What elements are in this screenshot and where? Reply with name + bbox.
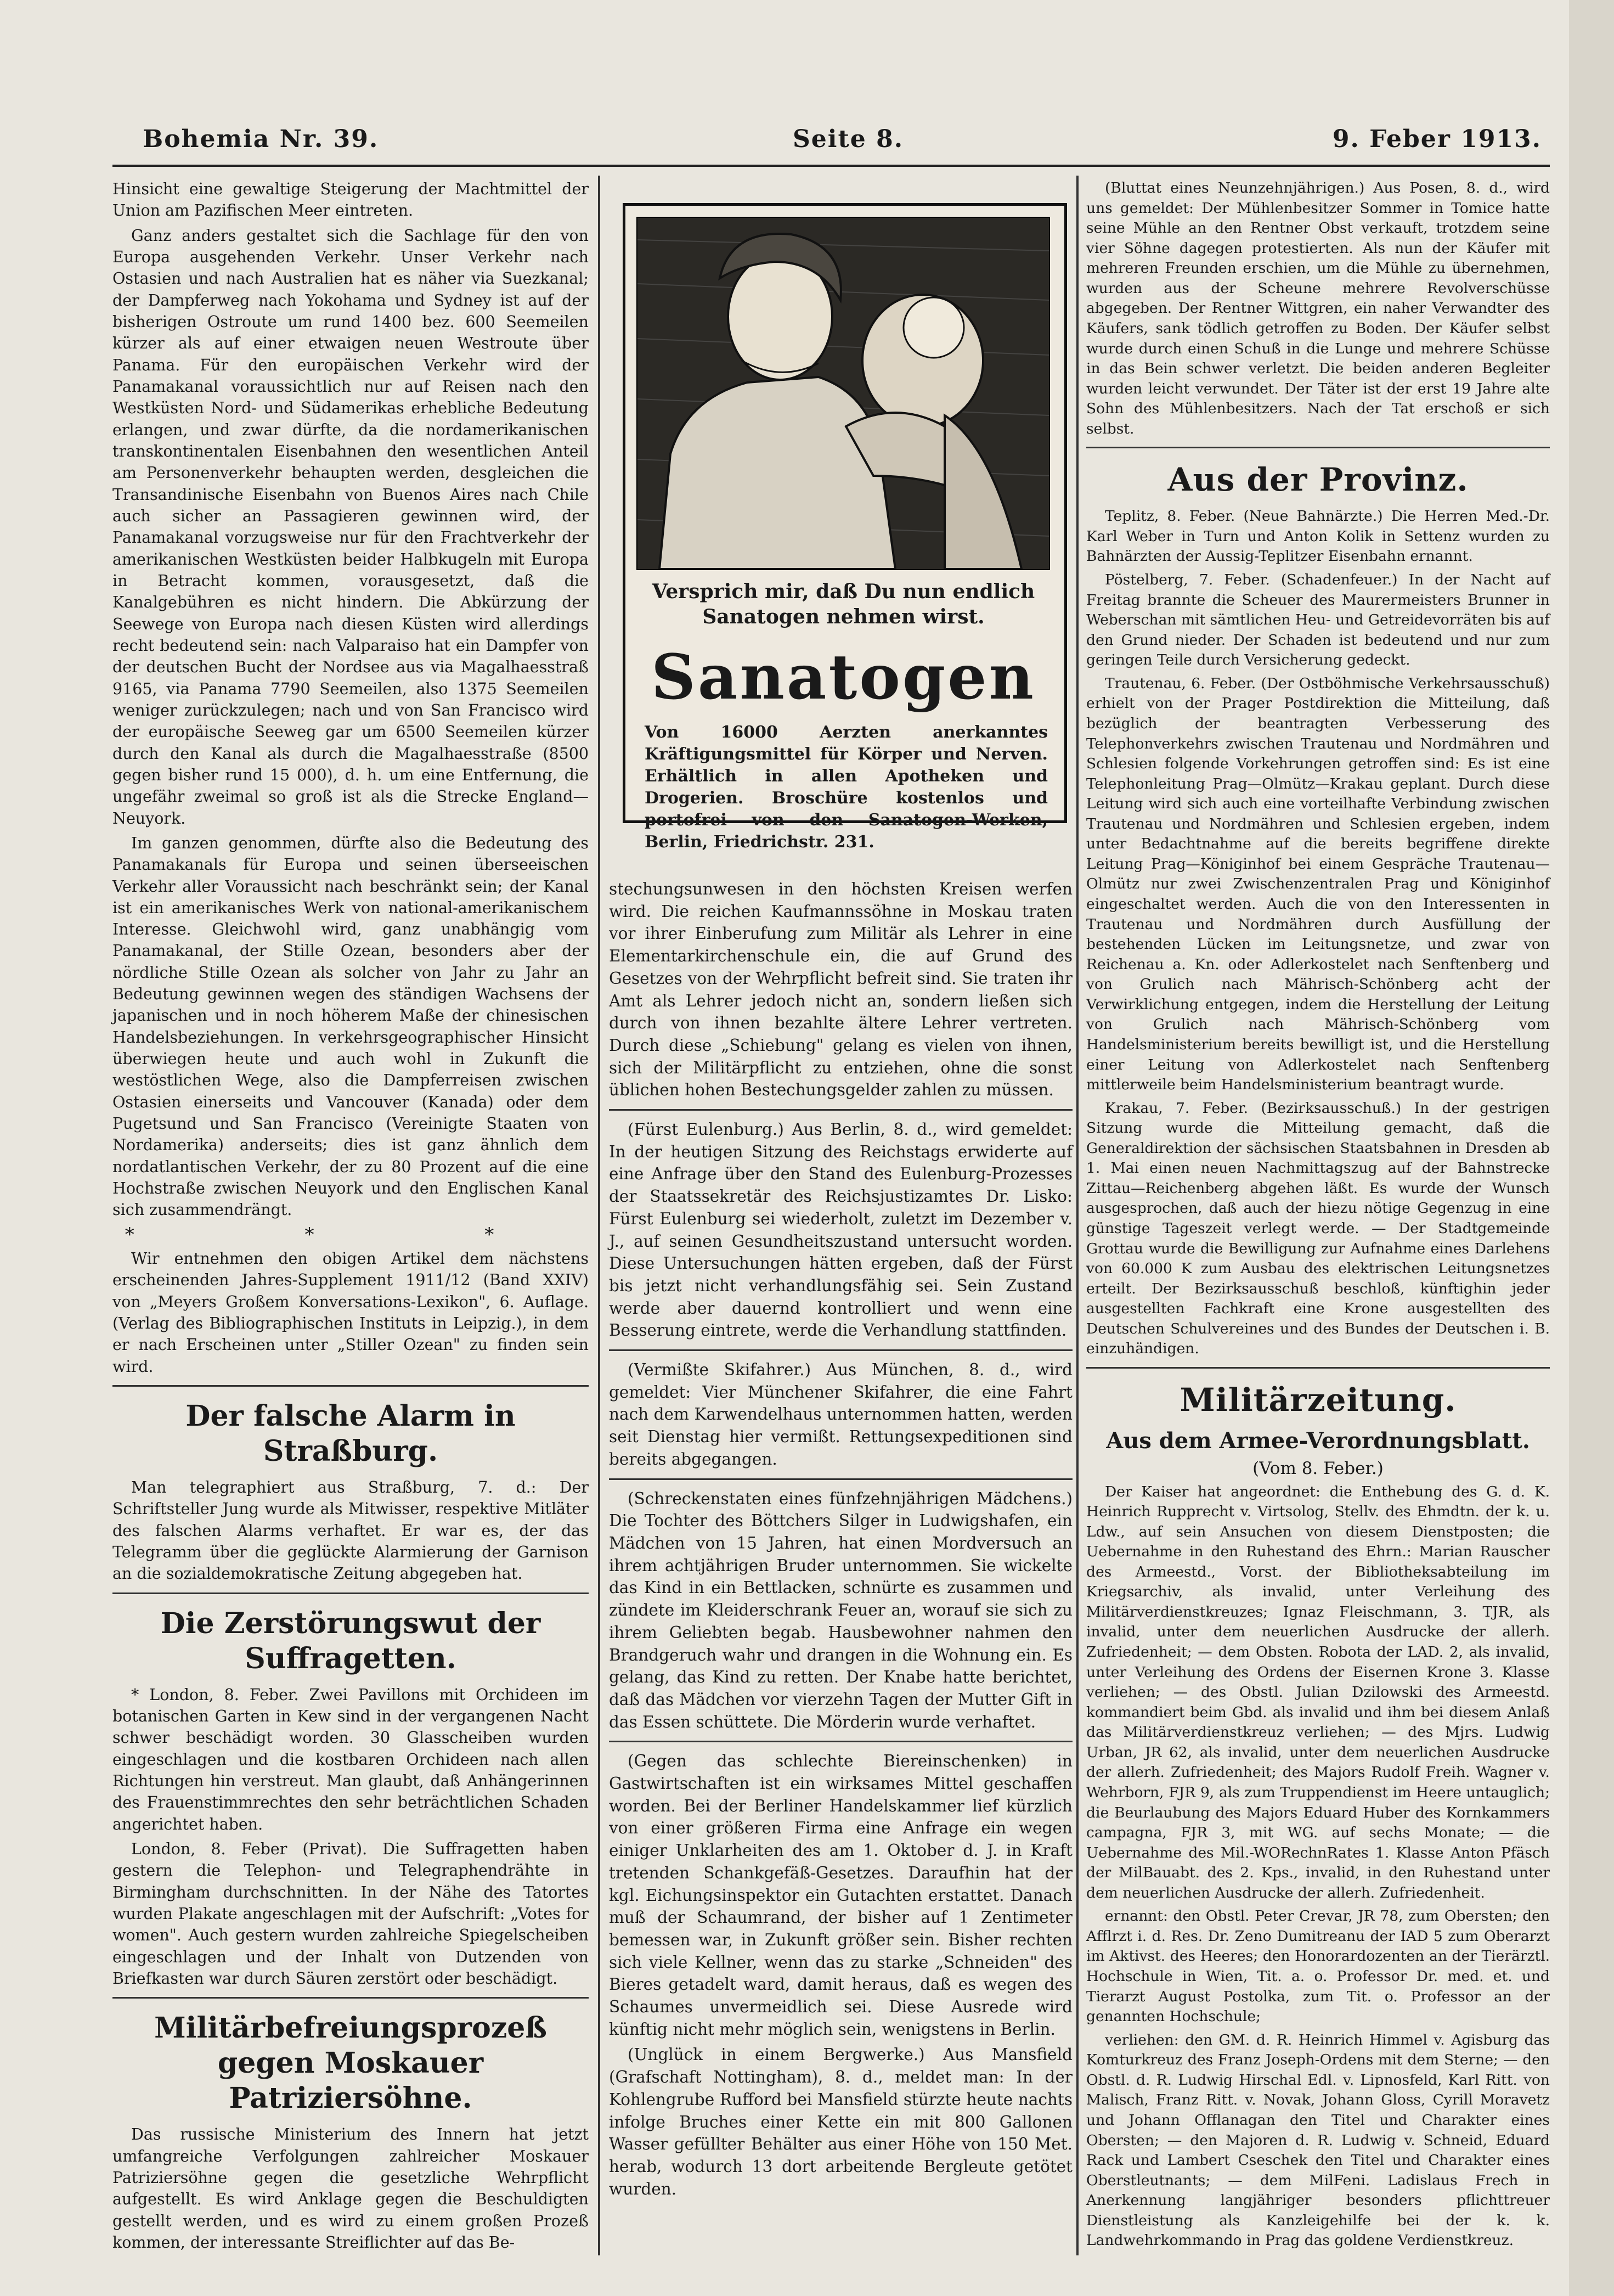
page-number: Seite 8.	[793, 125, 904, 153]
column-divider-2	[1076, 176, 1079, 2255]
separator-stars: * * *	[125, 1223, 577, 1246]
article-rule	[609, 1741, 1073, 1742]
article-rule	[112, 1385, 589, 1387]
article-text: Ganz anders gestaltet sich die Sachlage für den von Europa ausgehenden Verkehr. Unser Verkehr nach Ostasien und nach Australien hat es näher via Suezkanal; der Dampferweg nach Yokohama und Sydney ist auf der bisherigen Ostroute um rund 1400 bez. 600 Seemeilen kürzer als auf einer etwaigen neuen Westroute über Panama. Für den europäischen Verkehr wird der Panamakanal voraussichtlich nur auf Reisen nach den Westküsten Nord- und Südamerikas erhebliche Bedeutung erlangen, und zwar dürfte, da die nordamerikanischen transkontinentalen Eisenbahnen den wesentlichen Anteil am Personenverkehr behaupten werden, desgleichen die Transandinische Eisenbahn von Buenos Aires nach Chile auch sicher an Passagieren gewinnen wird, der Panamakanal vorzugsweise nur für den Frachtverkehr der amerikanischen Westküsten beider Halbkugeln mit Europa in Betracht kommen, vorausgesetzt, daß die Kanalgebühren es nicht hindern. Die Abkürzung der Seewege von Europa nach diesen Küsten wird allerdings recht bedeutend sein: nach Valparaiso hat ein Dampfer von der deutschen Bucht der Nordsee aus via Magalhaesstraß 9165, via Panama 7790 Seemeilen, also 1375 Seemeilen weniger zurückzulegen; nach und von San Francisco wird der europäische Seeweg gar um 6500 Seemeilen kürzer durch den Kanal als durch die Magalhaesstraße (8500 gegen bisher rund 15 000), d. h. um eine Entfernung, die ungefähr zweimal so groß ist als die Strecke England—Neuyork.	[112, 226, 589, 828]
article-text: verliehen: den GM. d. R. Heinrich Himmel v. Agisburg das Komturkreuz des Franz Joseph-Ordens mit dem Sterne; — den Obstl. d. R. Ludwig Hirschal Edl. v. Lipnosfeld, Karl Ritt. von Malisch, Franz Ritt. v. Novak, Johann Gloss, Cyrill Moravetz und Johann Offlanagan den Titel und Charakter eines Obersten; — den Majoren d. R. Ludwig v. Schneid, Eduard Rack und Lambert Cseschek den Titel und Charakter eines Oberstleutnants; — dem MilFeni. Ladislaus Frech in Anerkennung langjähriger besonders pflichttreuer Dienstleistung als Kanzleigehilfe bei der k. k. Landwehrkommando in Prag das goldene Verdienstkreuz.	[1086, 2031, 1550, 2249]
sanatogen-advertisement	[623, 203, 1067, 852]
article-text: Krakau, 7. Feber. (Bezirksausschuß.) In der gestrigen Sitzung wurde die Mitteilung gemacht, daß die Generaldirektion der sächsischen Staatsbahnen in Dresden ab 1. Mai einen neuen Nachmittagszug auf der Bahnstrecke Zittau—Reichenberg abgehen läßt. Es wurde der Wunsch ausgesprochen, daß auch der hiezu nötige Gegenzug in eine günstige Tageszeit verlegt werde. — Der Stadtgemeinde Grottau wurde die Bewilligung zur Aufnahme eines Darlehens von 60.000 K zum Ausbau des elektrischen Leitungsnetzes erteilt. Der Bezirksausschuß beschloß, künftighin jeder ausgestellten Fachkraft eine Krone ausgestellten des Deutschen Schulvereines und des Bundes der Deutschen i. B. einzuhändigen.	[1086, 1099, 1550, 1358]
article-rule	[112, 1997, 589, 1999]
column-1	[112, 178, 589, 2256]
article-rule	[609, 1349, 1073, 1351]
subheadline-date: (Vom 8. Feber.)	[1252, 1458, 1384, 1478]
newspaper-issue: Bohemia Nr. 39.	[143, 125, 379, 153]
article-text: Der Kaiser hat angeordnet: die Enthebung des G. d. K. Heinrich Rupprecht v. Virtsolog, Stellv. des Ehmdtn. der k. u. Ldw., auf sein Ansuchen von diesem Dienstposten; die Uebernahme in den Ruhestand des Ehrn.: Marian Rauscher des Armeestd., Vorst. der Bibliotheksabteilung im Kriegsarchiv, als invalid, unter Verleihung des Militärverdienstkreuzes; Ignaz Fleischmann, 3. TJR, als invalid, unter dem neuerlichen Ausdrucke der allerh. Zufriedenheit; — dem Obsten. Robota der LAD. 2, als invalid, unter Verleihung des Ordens der Eisernen Krone 3. Klasse verliehen; — des Obstl. Julian Dzilowski des Armeestd. kommandiert beim Gbd. als invalid und ihm bei diesem Anlaß das Militärverdienstkreuz verliehen; — des Mjrs. Ludwig Urban, JR 62, als invalid, unter dem neuerlichen Ausdrucke der allerh. Zufriedenheit; des Majors Rudolf Freih. Wagner v. Wehrborn, FJR 9, als zum Truppendienst im Heere untauglich; die Beurlaubung des Majors Eduard Huber des Kornkammers campagna, FJR 3, mit WG. auf sechs Monate; — die Uebernahme des Mil.-WORechnRates 1. Klasse Anton Pfäsch der MilBauabt. des 2. Kps., invalid, in den Ruhestand unter dem neuerlichen Ausdrucke der allerh. Zufriedenheit.	[1086, 1483, 1550, 1901]
issue-date: 9. Feber 1913.	[1332, 125, 1542, 153]
headline-strassburg: Der falsche Alarm in Straßburg.	[185, 1399, 516, 1468]
article-text: Wir entnehmen den obigen Artikel dem nächstens erscheinenden Jahres-Supplement 1911/12 (Band XXIV) von „Meyers Großem Konversations-Lexikon", 6. Auflage. (Verlag des Bibliographischen Instituts in Leipzig.), in dem er nach Erscheinen unter „Stiller Ozean" zu finden sein wird.	[112, 1250, 589, 1376]
headline-suffragetten: Die Zerstörungswut der Suffragetten.	[160, 1606, 541, 1675]
article-text: Trautenau, 6. Feber. (Der Ostböhmische Verkehrsausschuß) erhielt von der Prager Postdirektion die Mitteilung, daß bezüglich der beantragten Verbesserung des Telephonverkehrs zwischen Trautenau und Nordmähren und Schlesien folgende Vorkehrungen getroffen sind: Es ist eine Telephonleitung Prag—Olmütz—Krakau geplant. Durch diese Leitung wird sich auch eine vorteilhafte Verbindung zwischen Trautenau und Nordmähren und Schlesien ergeben, indem unter Bedachtnahme auf die bereits begriffene direkte Leitung Prag—Königinhof bei einem Gespräche Trautenau—Olmütz nur zwei Zwischenzentralen Prag und Königinhof eingeschaltet werden. Auch die von den Interessenten in Trautenau und Nordmähren durch Ausfüllung der bestehenden Lücken im Leitungsnetze, und zwar von Reichenau a. Kn. oder Adlerkostelet nach Senftenberg und von Grulich nach Mährisch-Schönberg acht der Verwirklichung entgegen, indem die Herstellung der Leitung von Grulich nach Mährisch-Schönberg vom Handelsministerium bereits bewilligt ist, und die Herstellung einer Leitung von Adlerkostelet nach Senftenberg mittlerweile beim Handelsministerium beantragt wurde.	[1086, 674, 1550, 1094]
article-text: Pöstelberg, 7. Feber. (Schadenfeuer.) In der Nacht auf Freitag brannte die Scheuer des Maurermeisters Brunner in Weberschan mit sämtlichen Heu- und Getreidevorräten bis auf den Grund nieder. Der Schaden ist bedeutend und nur zum geringen Teile durch Versicherung gedeckt.	[1086, 571, 1550, 669]
article-rule	[609, 1109, 1073, 1111]
article-text: Hinsicht eine gewaltige Steigerung der Machtmittel der Union am Pazifischen Meer eintreten.	[112, 180, 589, 220]
article-rule	[1086, 447, 1550, 448]
article-text: stechungsunwesen in den höchsten Kreisen werfen wird. Die reichen Kaufmannssöhne in Moskau traten vor ihrer Einberufung zum Militär als Lehrer in eine Elementarkirchenschule ein, die auf Grund des Gesetzes von der Wehrpflicht befreit sind. Sie traten ihr Amt als Lehrer jedoch nicht an, sondern ließen sich durch von ihnen bezahlte ältere Lehrer vertreten. Durch diese „Schiebung" gelang es vielen von ihnen, sich der Militärpflicht zu entziehen, ohne die sonst üblichen hohen Bestechungsgelder zahlen zu müssen.	[609, 880, 1073, 1100]
page-header	[137, 125, 1542, 164]
article-text: (Fürst Eulenburg.) Aus Berlin, 8. d., wird gemeldet: In der heutigen Sitzung des Reichstags erwiderte auf eine Anfrage über den Stand des Eulenburg-Prozesses der Staatssekretär des Reichsjustizamtes Dr. Lisko: Fürst Eulenburg sei wiederholt, zuletzt im Dezember v. J., auf seinen Gesundheitszustand untersucht worden. Diese Untersuchungen hätten ergeben, daß der Fürst bis jetzt nicht verhandlungsfähig sei. Sein Zustand werde aber dauernd kontrolliert und wenn eine Besserung eintrete, werde die Verhandlung stattfinden.	[609, 1120, 1073, 1340]
article-text: London, 8. Feber (Privat). Die Suffragetten haben gestern die Telephon- und Telegraphendrähte in Birmingham durchschnitten. In der Nähe des Tatortes wurden Plakate angeschlagen mit der Aufschrift: „Votes for women". Auch gestern wurden zahlreiche Spiegelscheiben eingeschlagen und der Inhalt von Dutzenden von Briefkasten war durch Säuren zerstört oder beschädigt.	[112, 1839, 589, 1988]
column-3	[1086, 178, 1550, 2254]
ad-description: Von 16000 Aerzten anerkanntes Kräftigungsmittel für Körper und Nerven. Erhältlich in allen Apotheken und Drogerien. Broschüre kostenlos und portofrei von den Sanatogen-Werken, Berlin, Friedrichstr. 231.	[645, 723, 1048, 852]
article-text: Teplitz, 8. Feber. (Neue Bahnärzte.) Die Herren Med.-Dr. Karl Weber in Turn und Anton Kolik in Settenz wurden zu Bahnärzten der Aussig-Teplitzer Eisenbahn ernannt.	[1086, 508, 1550, 565]
article-text: Das russische Ministerium des Innern hat jetzt umfangreiche Verfolgungen zahlreicher Moskauer Patriziersöhne gegen die gesetzliche Wehrpflicht aufgestellt. Es wird Anklage gegen die Beschuldigten gestellt werden, und es wird zu einem großen Prozeß kommen, der interessante Streiflichter auf das Be-	[112, 2125, 589, 2252]
article-text: (Vermißte Skifahrer.) Aus München, 8. d., wird gemeldet: Vier Münchener Skifahrer, die eine Fahrt nach dem Karwendelhaus unternommen hatten, werden seit Dienstag hier vermißt. Rettungsexpeditionen sind bereits abgegangen.	[609, 1360, 1073, 1468]
column-2	[609, 878, 1073, 2203]
mother-with-child-illustration	[636, 217, 1050, 570]
article-text: Man telegraphiert aus Straßburg, 7. d.: Der Schriftsteller Jung wurde als Mitwisser, respektive Mitläter des falschen Alarms verhaftet. Er war es, der das Telegramm über die geglückte Alarmierung der Garnison an die sozialdemokratische Zeitung abgegeben hat.	[112, 1478, 589, 1583]
article-text: (Unglück in einem Bergwerke.) Aus Mansfield (Grafschaft Nottingham), 8. d., meldet man: In der Kohlengrube Rufford bei Mansfield stürzte heute nachts infolge Bruches einer Kette ein mit 800 Gallonen Wasser gefüllter Behälter aus einer Höhe von 150 Met. herab, wodurch 13 dort arbeitende Bergleute getötet wurden.	[609, 2045, 1073, 2198]
page-edge	[1569, 0, 1614, 2296]
article-text: Im ganzen genommen, dürfte also die Bedeutung des Panamakanals für Europa und seinen überseeischen Verkehr aller Voraussicht nach beschränkt sein; der Kanal ist ein amerikanisches Werk von national-amerikanischem Interesse. Gleichwohl wird, ganz unabhängig vom Panamakanal, der Stille Ozean, besonders aber der nördliche Stille Ozean als solcher von Jahr zu Jahr an Bedeutung gewinnen wegen des ständigen Wachsens der japanischen und in noch höherem Maße der chinesischen Handelsbeziehungen. In verkehrsgeographischer Hinsicht überwiegen heute und auch wohl in Zukunft die westöstlichen Wege, also die Dampferreisen zwischen Ostasien einerseits und Vancouver (Kanada) oder dem Pugetsund und San Francisco (Vereinigte Staaten von Nordamerika) anderseits; dies ist ganz ähnlich dem nordatlantischen Verkehr, der zu 80 Prozent auf die eine Hochstraße zwischen Neuyork und den Englischen Kanal sich zusammendrängt.	[112, 834, 589, 1219]
article-text: ernannt: den Obstl. Peter Crevar, JR 78, zum Obersten; den Afflrzt i. d. Res. Dr. Zeno Dumitreanu der IAD 5 zum Oberarzt im Aktivst. des Heeres; den Honorardozenten an der Tierärztl. Hochschule in Wien, Tit. a. o. Professor Dr. med. et. und Tierarzt August Postolka, zum Tit. o. Professor an der genannten Hochschule;	[1086, 1907, 1550, 2025]
column-divider-1	[598, 176, 600, 2255]
article-text: (Gegen das schlechte Biereinschenken) in Gastwirtschaften ist ein wirksames Mittel geschaffen worden. Bei der Berliner Handelskammer lief kürzlich von einer größeren Firma eine Anfrage ein wegen einiger Unklarheiten des am 1. Oktober d. J. in Kraft tretenden Schankgefäß-Gesetzes. Daraufhin hat der kgl. Eichungsinspektor ein Gutachten erstattet. Danach muß der Schaumrand, der bisher auf 1 Zentimeter bemessen war, in Zukunft größer sein. Bisher rechten sich viele Kellner, wenn das zu starke „Schneiden" des Bieres getadelt ward, damit heraus, daß es wegen des Schaumes unvermeidlich sei. Diese Ausrede wird künftig nicht mehr möglich sein, wenigstens in Berlin.	[609, 1752, 1073, 2039]
illustration-svg	[637, 218, 1049, 569]
article-rule	[1086, 1367, 1550, 1369]
headline-moskau: Militärbefreiungsprozeß gegen Moskauer Patriziersöhne.	[154, 2011, 547, 2115]
headline-provinz: Aus der Provinz.	[1167, 461, 1469, 499]
article-text: (Schreckenstaten eines fünfzehnjährigen Mädchens.) Die Tochter des Böttchers Silger in Ludwigshafen, ein Mädchen von 15 Jahren, hat einen Mordversuch an ihrem achtjährigen Bruder unternommen. Sie wickelte das Kind in ein Bettlacken, schnürte es zusammen und zündete im Kleiderschrank Feuer an, worauf sie sich zu ihrem Geliebten begab. Hausbewohner nahmen den Brandgeruch wahr und drangen in die Wohnung ein. Es gelang, das Kind zu retten. Der Knabe hatte berichtet, daß das Mädchen vor vierzehn Tagen der Mutter Gift in das Essen schüttete. Die Mörderin wurde verhaftet.	[609, 1489, 1073, 1731]
article-rule	[112, 1592, 589, 1594]
ad-brand-name: Sanatogen	[651, 641, 1036, 713]
article-rule	[609, 1478, 1073, 1480]
subheadline-armee-verordnungsblatt: Aus dem Armee-Verordnungsblatt.	[1106, 1427, 1530, 1454]
article-text: * London, 8. Feber. Zwei Pavillons mit Orchideen im botanischen Garten in Kew sind in der vergangenen Nacht schwer beschädigt worden. 30 Glasscheiben wurden eingeschlagen und die kostbaren Orchideen nach allen Richtungen hin verstreut. Man glaubt, daß Anhängerinnen des Frauenstimmrechtes den sehr beträchtlichen Schaden angerichtet haben.	[112, 1685, 589, 1833]
header-rule	[112, 165, 1550, 167]
ad-slogan: Versprich mir, daß Du nun endlich Sanatogen nehmen wirst.	[652, 580, 1035, 628]
article-text: (Bluttat eines Neunzehnjährigen.) Aus Posen, 8. d., wird uns gemeldet: Der Mühlenbesitzer Sommer in Tomice hatte seine Mühle an den Rentner Obst verkauft, trotzdem seine vier Söhne dagegen protestierten. Als nun der Käufer mit mehreren Freunden erschien, um die Mühle zu übernehmen, wurden aus der Scheune mehrere Revolverschüsse abgegeben. Der Rentner Wittgren, ein naher Verwandter des Käufers, sank tödlich getroffen zu Boden. Der Käufer selbst wurde durch einen Schuß in die Lunge und mehrere Schüsse in das Bein schwer verletzt. Die beiden anderen Begleiter wurden leicht verwundet. Der Täter ist der erst 19 Jahre alte Sohn des Mühlenbesitzers. Nach der Tat erschoß er sich selbst.	[1086, 179, 1550, 437]
headline-militaerzeitung: Militärzeitung.	[1180, 1381, 1457, 1419]
